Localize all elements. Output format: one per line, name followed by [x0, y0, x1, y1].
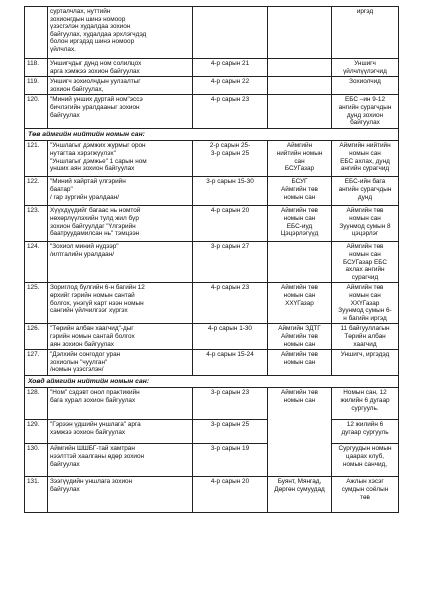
organizer [268, 7, 332, 59]
target-audience: Аймгийн төв номын сан Зуунмод сумын 8 цэцэрлэг [332, 206, 399, 242]
row-number: 123. [25, 206, 48, 242]
section-title: Ховд аймгийн нийтийн номын сан: [25, 375, 399, 388]
table-row [25, 242, 399, 283]
event-date: 3-р сарын 19 [193, 444, 268, 477]
organizer [268, 95, 332, 128]
table-row [25, 420, 399, 444]
organizer: Аймгийн нийтийн номын сан БСУГазар [268, 141, 332, 177]
organizer: Аймгийн ЗДТГ Аймгийн төв номын сан [268, 324, 332, 350]
row-number: 127. [25, 350, 48, 376]
event-date: 3-р сарын 23 [193, 388, 268, 420]
table-row [25, 7, 399, 59]
target-audience: Аймгийн төв номын сан ХХҮГазар Зуунмод сумын 6- н багийн иргэд [332, 283, 399, 324]
event-description: "Зохиол миний нүдээр" /илтгалийн уралдаан/ [48, 242, 193, 283]
target-audience: Ажлын хэсэг сумдын соёлын төв [332, 477, 399, 513]
table-row [25, 206, 399, 242]
target-audience: Зохиолчид [332, 77, 399, 95]
target-audience: Аймгийн төв номын сан БСУГазар ЕБС ахлах ангийн сурагчид [332, 242, 399, 283]
event-description: Зээгүүдийн уншлага зохион байгуулах [48, 477, 193, 513]
row-number: 119. [25, 77, 48, 95]
event-date: 4-р сарын 23 [193, 95, 268, 128]
event-date: 4-р сарын 20 [193, 477, 268, 513]
event-description: "Төрийн албан хаагчид"-дыг гэрийн номын сантай болгох аян зохион байгуулах [48, 324, 193, 350]
organizer: Аймгийн төв номын сан ЕБС-иуд Цэцэрлэгүүд [268, 206, 332, 242]
row-number: 131. [25, 477, 48, 513]
event-description: Уншигч зохиолчдын уулзалтыг зохион байгуулах, [48, 77, 193, 95]
row-number: 130. [25, 444, 48, 477]
table-row [25, 444, 399, 477]
target-audience: Уншигч үйлчлүүлэгчид [332, 59, 399, 77]
event-description: "Гэрээн үдшийн уншлага" арга хэмжээ зохион байгуулах [48, 420, 193, 444]
row-number: 120. [25, 95, 48, 128]
target-audience: Сургуудын номын цаарах клуб, номын санчид, [332, 444, 399, 477]
event-date: 4-р сарын 1-30 [193, 324, 268, 350]
target-audience: ЕБС-ийн бага ангийн сурагчдын дунд [332, 177, 399, 206]
event-description: сурталчлах, нуттийн зохионгдын шинэ номоор үзэсгэлэн худалдаа зохион байгуулах, худалдаа эрхлэгчдэд болон иргэдэд шинэ номоор үйлчлах. [48, 7, 193, 59]
organizer: БСУГ Аймгийн төв номын сан [268, 177, 332, 206]
target-audience: 12 жилийн 6 дугаар сургууль [332, 420, 399, 444]
table-row [25, 177, 399, 206]
row-number: 124. [25, 242, 48, 283]
row-number: 128. [25, 388, 48, 420]
table-row [25, 350, 399, 376]
event-date: 4-р сарын 23 [193, 283, 268, 324]
event-description: Зориглод бүлгийн 6-н багийн 12 өрхийг гэрийн номын сантай болгох, унэгүй карт нээн номын сангийн үйлчилгээг хүргэх [48, 283, 193, 324]
row-number [25, 7, 48, 59]
row-number: 118. [25, 59, 48, 77]
event-description: "Миний хайртай үлгэрийн баатар" / гар зургийн уралдаан/ [48, 177, 193, 206]
organizer [268, 242, 332, 283]
target-audience: ЕБС –ин 9-12 ангийн сурагчдын дунд зохион байгуулах [332, 95, 399, 128]
table-row [25, 324, 399, 350]
event-description: Аймгийн ШШБГ-тай хамтран нээлттэй хаалганы өдөр зохион байгуулах [48, 444, 193, 477]
event-date: 4-р сарын 22 [193, 77, 268, 95]
organizer: Аймгийн төв номын сан ХХҮГазар [268, 283, 332, 324]
event-date: 4-р сарын 15-24 [193, 350, 268, 376]
target-audience: иргэд [332, 7, 399, 59]
table-row [25, 141, 399, 177]
target-audience: Аймгийн нийтийн номын сан ЕБС ахлах, дунд ангийн сурагчид [332, 141, 399, 177]
event-description: "Миний унших дуртай ном"эссэ бичлэгийн уралдааныг зохион байгуулах [48, 95, 193, 128]
table-row [25, 77, 399, 95]
table-row [25, 388, 399, 420]
target-audience: 11 байгууллагын Төрийн албан хаагчид [332, 324, 399, 350]
target-audience: Номын сан, 12 жилийн 6 дугаар сургууль. [332, 388, 399, 420]
organizer: Буянт, Мянгад, Дөргөн сумуудад [268, 477, 332, 513]
table-row [25, 283, 399, 324]
event-description: Уншигчдыг дунд ном солилцох арга хэмжээ зохион байгуулах [48, 59, 193, 77]
organizer: Аймгийн төв номын сан [268, 388, 332, 477]
event-description: "Дэлхийн сонгодог уран зохиолын "чуулган" /номын үзэсгэлэн/ [48, 350, 193, 376]
table-row [25, 95, 399, 128]
row-number: 126. [25, 324, 48, 350]
organizer [268, 59, 332, 77]
event-description: "Уншлагыг дэмжих журмыг орон нутагтаа хэрэгжүүлэх" "Уншлагыг дэмжье" 1 сарын ном унших аян зохион байгуулах [48, 141, 193, 177]
event-date: 3-р сарын 25 [193, 420, 268, 444]
events-table [24, 6, 399, 513]
event-description: "Ном" сэдэвт онол практикийн бага хурал зохион байгуулах [48, 388, 193, 420]
event-description: Хүүхдүүдийг багаас нь номтой нөхөрлүүлэхийн тулд жил бүр зохион байгуулдаг "Үлгэрийн баатруудамилсан нь" тэмцээн [48, 206, 193, 242]
event-date [193, 7, 268, 59]
event-date: 3-р сарын 15-30 [193, 177, 268, 206]
event-date: 4-р сарын 20 [193, 206, 268, 242]
row-number: 122. [25, 177, 48, 206]
row-number: 121. [25, 141, 48, 177]
event-date: 3-р сарын 27 [193, 242, 268, 283]
section-header-row [25, 128, 399, 141]
section-header-row [25, 375, 399, 388]
organizer [268, 77, 332, 95]
row-number: 125. [25, 283, 48, 324]
table-row [25, 477, 399, 513]
row-number: 129. [25, 420, 48, 444]
event-date: 4-р сарын 21 [193, 59, 268, 77]
section-title: Төв аймгийн нийтийн номын сан: [25, 128, 399, 141]
event-date: 2-р сарын 25- 3-р сарын 25 [193, 141, 268, 177]
table-row [25, 59, 399, 77]
target-audience: Уншигч, иргэдэд [332, 350, 399, 376]
organizer: Аймгийн төв номын сан [268, 350, 332, 376]
